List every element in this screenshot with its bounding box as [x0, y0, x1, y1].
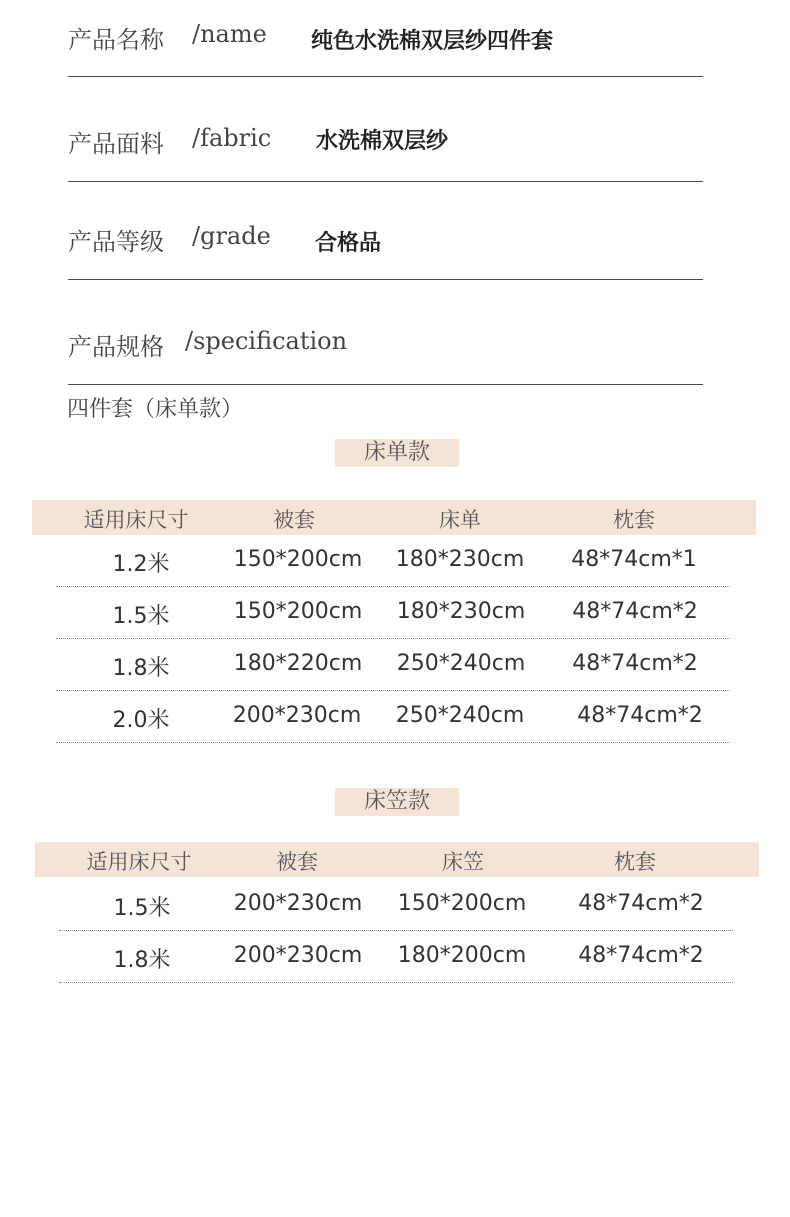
- info-label-grade: 产品等级: [68, 228, 164, 256]
- table2-tag: 床笠款: [335, 788, 459, 816]
- info-label-specification: 产品规格: [68, 333, 164, 361]
- table-row: [56, 691, 730, 743]
- table1-cell-pillow: 48*74cm*2: [572, 651, 698, 676]
- table-row: [56, 639, 730, 691]
- table1-cell-size: 1.8米: [112, 656, 170, 681]
- table1-cell-size: 2.0米: [112, 708, 170, 733]
- table1-cell-pillow: 48*74cm*2: [577, 703, 703, 728]
- info-en-specification: /specification: [185, 327, 348, 355]
- table1-header: [32, 500, 756, 535]
- table1-cell-duvet: 150*200cm: [233, 547, 363, 572]
- table1-cell-sheet: 250*240cm: [395, 703, 525, 728]
- info-value-grade: 合格品: [315, 231, 382, 256]
- table1-cell-size: 1.5米: [112, 604, 170, 629]
- info-value-fabric: 水洗棉双层纱: [316, 129, 449, 154]
- table2-cell-fitted: 150*200cm: [397, 891, 527, 916]
- table1-header-size: 适用床尺寸: [83, 508, 189, 532]
- table1-cell-sheet: 250*240cm: [396, 651, 526, 676]
- table2-header-size: 适用床尺寸: [86, 850, 192, 874]
- info-row-fabric: [68, 120, 703, 182]
- table-row: [56, 535, 730, 587]
- table-row: [59, 879, 733, 931]
- table1-tag: 床单款: [335, 439, 459, 467]
- info-row-name: [68, 16, 703, 77]
- table1-cell-duvet: 200*230cm: [232, 703, 362, 728]
- info-value-name: 纯色水洗棉双层纱四件套: [311, 29, 554, 54]
- table1-cell-pillow: 48*74cm*1: [571, 547, 697, 572]
- spec-subtitle: 四件套（床单款）: [67, 397, 244, 422]
- table2-header: [35, 842, 759, 877]
- table1-header-pillow: 枕套: [613, 508, 655, 532]
- table1-header-duvet: 被套: [273, 508, 315, 532]
- table1-header-sheet: 床单: [439, 508, 481, 532]
- table1-cell-sheet: 180*230cm: [396, 599, 526, 624]
- info-en-grade: /grade: [192, 222, 271, 250]
- table2-header-pillow: 枕套: [614, 850, 656, 874]
- table1-cell-size: 1.2米: [112, 552, 170, 577]
- table2-cell-size: 1.5米: [113, 896, 171, 921]
- table2-cell-fitted: 180*200cm: [397, 943, 527, 968]
- table2-header-fitted: 床笠: [442, 850, 484, 874]
- table2-cell-duvet: 200*230cm: [233, 891, 363, 916]
- table1-cell-duvet: 180*220cm: [233, 651, 363, 676]
- table-row: [56, 587, 730, 639]
- table1-cell-pillow: 48*74cm*2: [572, 599, 698, 624]
- table1-cell-duvet: 150*200cm: [233, 599, 363, 624]
- table-row: [59, 931, 733, 983]
- table1-cell-sheet: 180*230cm: [395, 547, 525, 572]
- table2-cell-size: 1.8米: [113, 948, 171, 973]
- info-label-fabric: 产品面料: [68, 130, 164, 158]
- info-row-grade: [68, 220, 703, 280]
- table2-header-duvet: 被套: [276, 850, 318, 874]
- table2-cell-duvet: 200*230cm: [233, 943, 363, 968]
- table2-cell-pillow: 48*74cm*2: [578, 891, 704, 916]
- table2-cell-pillow: 48*74cm*2: [578, 943, 704, 968]
- info-label-name: 产品名称: [68, 26, 164, 54]
- info-en-name: /name: [192, 20, 267, 48]
- info-en-fabric: /fabric: [192, 124, 272, 152]
- info-row-specification: [68, 325, 703, 385]
